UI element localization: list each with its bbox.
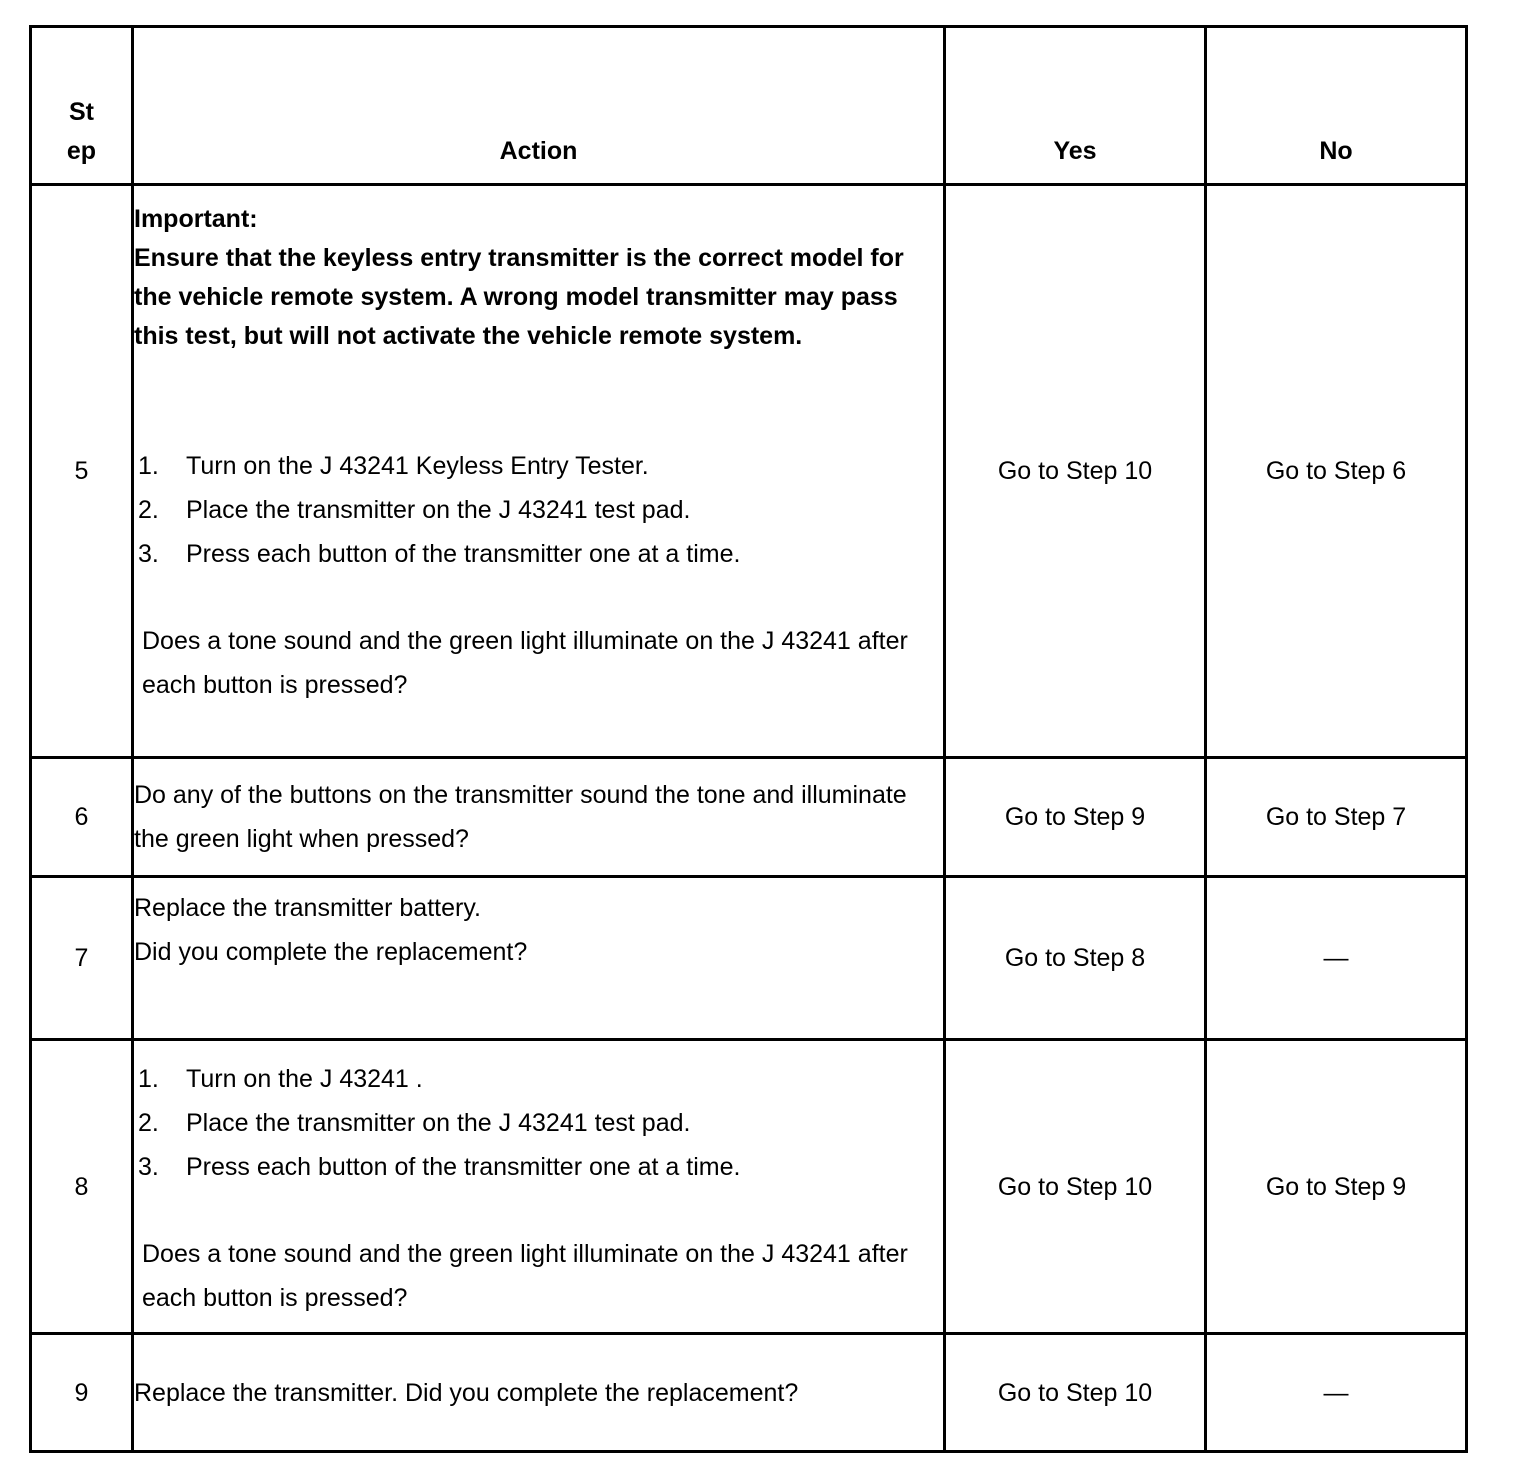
no-result: Go to Step 9: [1206, 1040, 1467, 1334]
procedure-list: [134, 444, 943, 576]
no-result: —: [1206, 877, 1467, 1040]
yes-result: Go to Step 9: [945, 758, 1206, 877]
step-number: 9: [31, 1334, 133, 1452]
table-row: [31, 758, 1467, 877]
list-item: 3. Press each button of the transmitter one at a time.: [138, 540, 741, 568]
no-result: —: [1206, 1334, 1467, 1452]
table-row: [31, 1334, 1467, 1452]
header-row: [31, 27, 1467, 185]
question-text: Does a tone sound and the green light illuminate on the J 43241 after each button is pressed?: [142, 1240, 908, 1312]
procedure-list: [134, 1057, 943, 1189]
question-text: Does a tone sound and the green light illuminate on the J 43241 after each button is pressed?: [142, 627, 908, 699]
important-label: Important:: [134, 205, 258, 233]
action-cell: [133, 758, 945, 877]
yes-result: Go to Step 10: [945, 1040, 1206, 1334]
header-yes: Yes: [945, 27, 1206, 185]
table-row: [31, 1040, 1467, 1334]
header-step: St ep: [31, 27, 133, 185]
action-cell: [133, 185, 945, 758]
action-cell: [133, 1334, 945, 1452]
no-result: Go to Step 7: [1206, 758, 1467, 877]
important-text: Ensure that the keyless entry transmitter is the correct model for the vehicle remote system. A wrong model transmitter may pass this test, but will not activate the vehicle remote system.: [134, 244, 904, 350]
question-text: Did you complete the replacement?: [134, 938, 528, 966]
table-row: [31, 185, 1467, 758]
important-note: [134, 186, 943, 356]
action-cell: [133, 877, 945, 1040]
instruction-text: Replace the transmitter battery.: [134, 894, 481, 922]
yes-result: Go to Step 10: [945, 185, 1206, 758]
yes-result: Go to Step 10: [945, 1334, 1206, 1452]
list-item: 1. Turn on the J 43241 .: [138, 1065, 423, 1093]
action-cell: [133, 1040, 945, 1334]
step-number: 7: [31, 877, 133, 1040]
diagnostic-steps-table: [29, 25, 1468, 1453]
question-text: Replace the transmitter. Did you complete the replacement?: [134, 1378, 799, 1407]
step-number: 6: [31, 758, 133, 877]
list-item: 2. Place the transmitter on the J 43241 test pad.: [138, 1109, 691, 1137]
header-action: Action: [133, 27, 945, 185]
question-text: Do any of the buttons on the transmitter sound the tone and illuminate the green light when pressed?: [134, 781, 907, 853]
step-number: 8: [31, 1040, 133, 1334]
list-item: 3. Press each button of the transmitter one at a time.: [138, 1153, 741, 1181]
table-row: [31, 877, 1467, 1040]
no-result: Go to Step 6: [1206, 185, 1467, 758]
header-no: No: [1206, 27, 1467, 185]
step-number: 5: [31, 185, 133, 758]
list-item: 2. Place the transmitter on the J 43241 test pad.: [138, 496, 691, 524]
yes-result: Go to Step 8: [945, 877, 1206, 1040]
list-item: 1. Turn on the J 43241 Keyless Entry Tester.: [138, 452, 649, 480]
